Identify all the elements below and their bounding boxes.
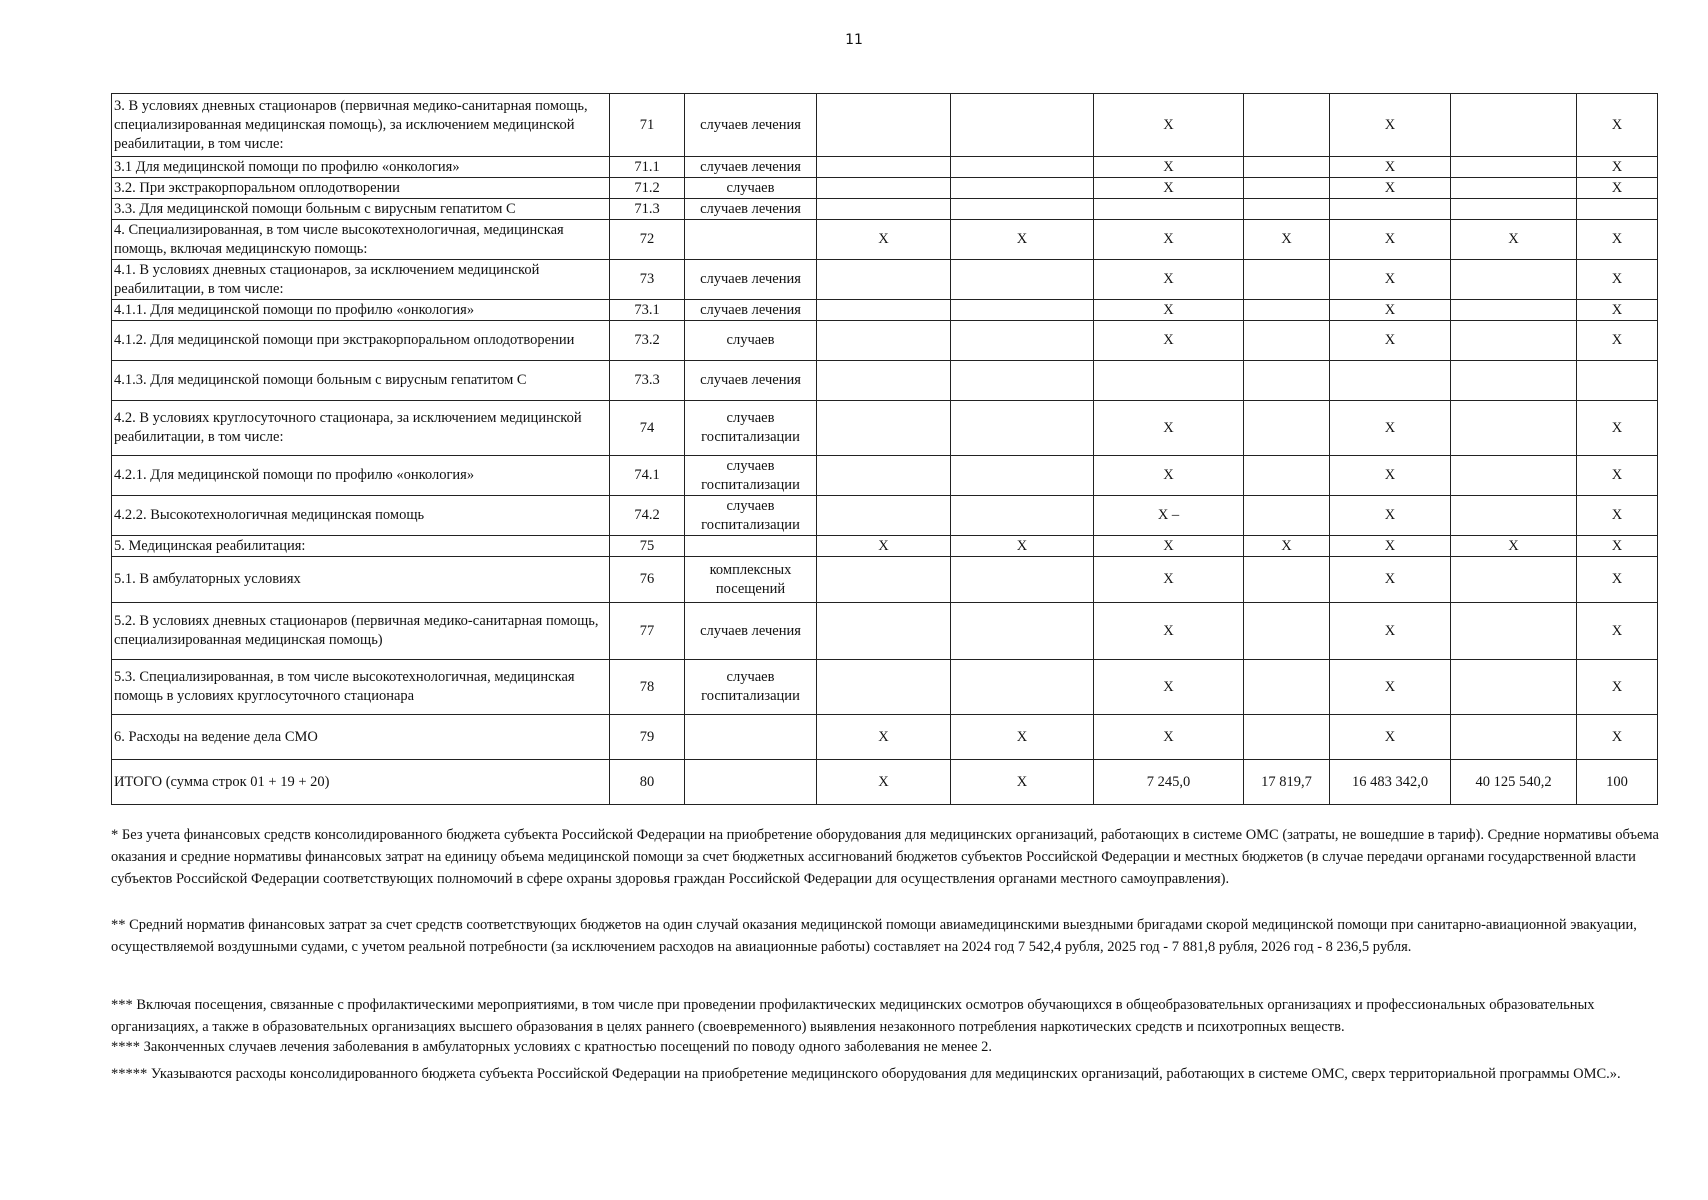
table-row xyxy=(112,456,1658,496)
cell-c4 xyxy=(1244,321,1330,361)
cell-c4 xyxy=(1244,401,1330,456)
cell-name: 5.1. В амбулаторных условиях xyxy=(112,557,610,603)
cell-c7: X xyxy=(1577,456,1658,496)
cell-c5: X xyxy=(1330,157,1451,178)
cell-unit: случаев лечения xyxy=(685,94,817,157)
cell-unit: комплексных посещений xyxy=(685,557,817,603)
cell-c3: X xyxy=(1094,220,1244,260)
cell-unit xyxy=(685,715,817,760)
cell-c5: X xyxy=(1330,496,1451,536)
cell-c4: 17 819,7 xyxy=(1244,760,1330,805)
cell-c6 xyxy=(1451,178,1577,199)
cell-c5: X xyxy=(1330,536,1451,557)
cell-c2 xyxy=(951,456,1094,496)
footnote-4: **** Законченных случаев лечения заболевания в амбулаторных условиях с кратностью посещений по поводу одного заболевания не менее 2. xyxy=(111,1039,993,1055)
cell-c1 xyxy=(817,321,951,361)
cell-c3: X xyxy=(1094,157,1244,178)
cell-code: 73.3 xyxy=(610,361,685,401)
cell-unit xyxy=(685,760,817,805)
table-row xyxy=(112,300,1658,321)
cell-name: 6. Расходы на ведение дела СМО xyxy=(112,715,610,760)
cell-c1 xyxy=(817,94,951,157)
cell-c3: 7 245,0 xyxy=(1094,760,1244,805)
cell-c3: X xyxy=(1094,321,1244,361)
cell-unit: случаев xyxy=(685,178,817,199)
table-row xyxy=(112,660,1658,715)
cell-c7: X xyxy=(1577,603,1658,660)
cell-c7: X xyxy=(1577,536,1658,557)
cell-c3 xyxy=(1094,199,1244,220)
cell-c5: X xyxy=(1330,300,1451,321)
cell-code: 74 xyxy=(610,401,685,456)
cell-c4: X xyxy=(1244,220,1330,260)
cell-c4: X xyxy=(1244,536,1330,557)
cell-name: 5.3. Специализированная, в том числе высокотехнологичная, медицинская помощь в условиях круглосуточного стационара xyxy=(112,660,610,715)
table-row xyxy=(112,199,1658,220)
table-row xyxy=(112,321,1658,361)
cell-c2: X xyxy=(951,760,1094,805)
table-row xyxy=(112,157,1658,178)
cell-name: 4.1.2. Для медицинской помощи при экстракорпоральном оплодотворении xyxy=(112,321,610,361)
cell-c2 xyxy=(951,94,1094,157)
table-row xyxy=(112,94,1658,157)
cell-c3: X xyxy=(1094,260,1244,300)
cell-c1 xyxy=(817,178,951,199)
cell-code: 77 xyxy=(610,603,685,660)
cell-c6 xyxy=(1451,603,1577,660)
cell-c2 xyxy=(951,557,1094,603)
cell-code: 71 xyxy=(610,94,685,157)
financing-table xyxy=(111,93,1658,805)
cell-c5: X xyxy=(1330,178,1451,199)
cell-c4 xyxy=(1244,496,1330,536)
cell-c3: X xyxy=(1094,94,1244,157)
cell-c2: X xyxy=(951,715,1094,760)
cell-name: 3.3. Для медицинской помощи больным с вирусным гепатитом С xyxy=(112,199,610,220)
cell-name: 5.2. В условиях дневных стационаров (первичная медико-санитарная помощь, специализированная медицинская помощь) xyxy=(112,603,610,660)
cell-c2 xyxy=(951,300,1094,321)
cell-name: 5. Медицинская реабилитация: xyxy=(112,536,610,557)
cell-c4 xyxy=(1244,715,1330,760)
cell-c4 xyxy=(1244,300,1330,321)
cell-c1: X xyxy=(817,536,951,557)
cell-c3: X xyxy=(1094,456,1244,496)
cell-c5: X xyxy=(1330,715,1451,760)
table-row xyxy=(112,260,1658,300)
cell-c4 xyxy=(1244,260,1330,300)
cell-c3: X xyxy=(1094,300,1244,321)
cell-c1 xyxy=(817,361,951,401)
cell-c1 xyxy=(817,260,951,300)
table-row xyxy=(112,496,1658,536)
table-row xyxy=(112,178,1658,199)
cell-c4 xyxy=(1244,178,1330,199)
cell-c1 xyxy=(817,660,951,715)
cell-code: 73 xyxy=(610,260,685,300)
cell-code: 78 xyxy=(610,660,685,715)
footnote-3: *** Включая посещения, связанные с профилактическими мероприятиями, в том числе при проведении профилактических медицинских осмотров обучающихся в общеобразовательных организациях и профессиональных образовательных организациях, а также в образовательных организациях высшего образования в целях раннего (своевременного) выявления незаконного потребления наркотических средств и психотропных веществ. xyxy=(111,997,1595,1035)
cell-c6 xyxy=(1451,300,1577,321)
cell-c4 xyxy=(1244,157,1330,178)
cell-c3 xyxy=(1094,361,1244,401)
cell-code: 74.1 xyxy=(610,456,685,496)
cell-c7: X xyxy=(1577,220,1658,260)
cell-c4 xyxy=(1244,94,1330,157)
cell-c6 xyxy=(1451,260,1577,300)
cell-unit: случаев госпитализации xyxy=(685,401,817,456)
cell-c6: X xyxy=(1451,220,1577,260)
cell-c1: X xyxy=(817,220,951,260)
cell-code: 74.2 xyxy=(610,496,685,536)
cell-c6 xyxy=(1451,199,1577,220)
cell-c1 xyxy=(817,496,951,536)
cell-c1: X xyxy=(817,715,951,760)
cell-c7: X xyxy=(1577,401,1658,456)
cell-c2 xyxy=(951,401,1094,456)
cell-c3: X xyxy=(1094,401,1244,456)
cell-c4 xyxy=(1244,361,1330,401)
cell-c7: X xyxy=(1577,496,1658,536)
cell-c3: X – xyxy=(1094,496,1244,536)
cell-c7: X xyxy=(1577,157,1658,178)
cell-c2 xyxy=(951,178,1094,199)
cell-c7: X xyxy=(1577,300,1658,321)
cell-unit: случаев госпитализации xyxy=(685,456,817,496)
cell-c7: X xyxy=(1577,94,1658,157)
cell-unit: случаев лечения xyxy=(685,157,817,178)
cell-c6 xyxy=(1451,496,1577,536)
cell-code: 73.1 xyxy=(610,300,685,321)
cell-c7: X xyxy=(1577,715,1658,760)
cell-unit: случаев госпитализации xyxy=(685,496,817,536)
cell-name: 3.1 Для медицинской помощи по профилю «онкология» xyxy=(112,157,610,178)
cell-c5: X xyxy=(1330,260,1451,300)
table-row xyxy=(112,220,1658,260)
cell-c3: X xyxy=(1094,178,1244,199)
cell-c3: X xyxy=(1094,603,1244,660)
cell-code: 80 xyxy=(610,760,685,805)
table-row xyxy=(112,401,1658,456)
cell-c2 xyxy=(951,157,1094,178)
cell-c6: X xyxy=(1451,536,1577,557)
cell-c3: X xyxy=(1094,536,1244,557)
cell-name: 4.2.2. Высокотехнологичная медицинская помощь xyxy=(112,496,610,536)
cell-c2 xyxy=(951,361,1094,401)
cell-c1 xyxy=(817,300,951,321)
cell-code: 73.2 xyxy=(610,321,685,361)
cell-c1 xyxy=(817,199,951,220)
cell-c7: 100 xyxy=(1577,760,1658,805)
cell-c3: X xyxy=(1094,715,1244,760)
cell-code: 71.2 xyxy=(610,178,685,199)
cell-c6 xyxy=(1451,715,1577,760)
cell-c7: X xyxy=(1577,260,1658,300)
cell-c6 xyxy=(1451,94,1577,157)
cell-c6 xyxy=(1451,361,1577,401)
cell-c2 xyxy=(951,199,1094,220)
cell-code: 72 xyxy=(610,220,685,260)
cell-unit: случаев лечения xyxy=(685,260,817,300)
cell-c6 xyxy=(1451,157,1577,178)
cell-c4 xyxy=(1244,557,1330,603)
cell-unit: случаев лечения xyxy=(685,300,817,321)
cell-c5: X xyxy=(1330,603,1451,660)
cell-c7: X xyxy=(1577,321,1658,361)
cell-name: 4.1.1. Для медицинской помощи по профилю «онкология» xyxy=(112,300,610,321)
cell-c5: X xyxy=(1330,557,1451,603)
cell-c7: X xyxy=(1577,557,1658,603)
cell-c5: X xyxy=(1330,321,1451,361)
cell-name: 4. Специализированная, в том числе высокотехнологичная, медицинская помощь, включая медицинскую помощь: xyxy=(112,220,610,260)
cell-name: 3.2. При экстракорпоральном оплодотворении xyxy=(112,178,610,199)
cell-code: 79 xyxy=(610,715,685,760)
cell-c1 xyxy=(817,157,951,178)
cell-unit: случаев госпитализации xyxy=(685,660,817,715)
cell-c5 xyxy=(1330,361,1451,401)
cell-c5: X xyxy=(1330,220,1451,260)
cell-c2 xyxy=(951,660,1094,715)
table-row xyxy=(112,603,1658,660)
table-row xyxy=(112,361,1658,401)
cell-unit: случаев лечения xyxy=(685,361,817,401)
table-body xyxy=(112,94,1658,805)
cell-unit: случаев лечения xyxy=(685,603,817,660)
cell-code: 71.1 xyxy=(610,157,685,178)
cell-code: 71.3 xyxy=(610,199,685,220)
cell-c7 xyxy=(1577,199,1658,220)
cell-c4 xyxy=(1244,660,1330,715)
cell-c2 xyxy=(951,496,1094,536)
cell-unit xyxy=(685,536,817,557)
cell-c1 xyxy=(817,557,951,603)
cell-c2 xyxy=(951,321,1094,361)
table-row xyxy=(112,557,1658,603)
cell-c4 xyxy=(1244,456,1330,496)
cell-c5: X xyxy=(1330,456,1451,496)
cell-c1 xyxy=(817,456,951,496)
footnote-1: * Без учета финансовых средств консолидированного бюджета субъекта Российской Федерации на приобретение оборудования для медицинских организаций, работающих в системе ОМС (затраты, не вошедшие в тариф). Средние нормативы объема оказания и средние нормативы финансовых затрат на единицу объема медицинской помощи за счет бюджетных ассигнований бюджетов субъектов Российской Федерации и местных бюджетов (в случае передачи органами государственной власти субъектов Российской Федерации соответствующих полномочий в сфере охраны здоровья граждан Российской Федерации для осуществления органами местного самоуправления). xyxy=(111,827,1659,887)
cell-c7 xyxy=(1577,361,1658,401)
cell-c5 xyxy=(1330,199,1451,220)
cell-c3: X xyxy=(1094,660,1244,715)
cell-name: 4.2. В условиях круглосуточного стационара, за исключением медицинской реабилитации, в том числе: xyxy=(112,401,610,456)
cell-code: 75 xyxy=(610,536,685,557)
cell-c6 xyxy=(1451,456,1577,496)
cell-c4 xyxy=(1244,603,1330,660)
page-number: 11 xyxy=(845,32,863,48)
cell-unit xyxy=(685,220,817,260)
cell-c2 xyxy=(951,603,1094,660)
cell-c2 xyxy=(951,260,1094,300)
table-row xyxy=(112,715,1658,760)
cell-name: ИТОГО (сумма строк 01 + 19 + 20) xyxy=(112,760,610,805)
cell-unit: случаев лечения xyxy=(685,199,817,220)
footnote-5: ***** Указываются расходы консолидированного бюджета субъекта Российской Федерации на приобретение медицинского оборудования для медицинских организаций, работающих в системе ОМС, сверх территориальной программы ОМС.». xyxy=(111,1066,1621,1082)
cell-c6: 40 125 540,2 xyxy=(1451,760,1577,805)
cell-c5: X xyxy=(1330,660,1451,715)
cell-c6 xyxy=(1451,321,1577,361)
cell-c1 xyxy=(817,401,951,456)
table-row xyxy=(112,760,1658,805)
cell-code: 76 xyxy=(610,557,685,603)
cell-c1: X xyxy=(817,760,951,805)
cell-c7: X xyxy=(1577,660,1658,715)
cell-c5: X xyxy=(1330,401,1451,456)
cell-name: 4.2.1. Для медицинской помощи по профилю «онкология» xyxy=(112,456,610,496)
cell-c4 xyxy=(1244,199,1330,220)
cell-name: 4.1. В условиях дневных стационаров, за исключением медицинской реабилитации, в том числе: xyxy=(112,260,610,300)
cell-unit: случаев xyxy=(685,321,817,361)
cell-c6 xyxy=(1451,660,1577,715)
cell-name: 4.1.3. Для медицинской помощи больным с вирусным гепатитом С xyxy=(112,361,610,401)
cell-c6 xyxy=(1451,557,1577,603)
cell-c5: X xyxy=(1330,94,1451,157)
cell-c2: X xyxy=(951,536,1094,557)
cell-c3: X xyxy=(1094,557,1244,603)
cell-c2: X xyxy=(951,220,1094,260)
cell-c6 xyxy=(1451,401,1577,456)
cell-c7: X xyxy=(1577,178,1658,199)
cell-c1 xyxy=(817,603,951,660)
cell-c5: 16 483 342,0 xyxy=(1330,760,1451,805)
cell-name: 3. В условиях дневных стационаров (первичная медико-санитарная помощь, специализированная медицинская помощь), за исключением медицинской реабилитации, в том числе: xyxy=(112,94,610,157)
table-row xyxy=(112,536,1658,557)
footnote-2: ** Средний норматив финансовых затрат за счет средств соответствующих бюджетов на один случай оказания медицинской помощи авиамедицинскими выездными бригадами скорой медицинской помощи при санитарно-авиационной эвакуации, осуществляемой воздушными судами, с учетом реальной потребности (за исключением расходов на авиационные работы) составляет на 2024 год 7 542,4 рубля, 2025 год - 7 881,8 рубля, 2026 год - 8 236,5 рубля. xyxy=(111,917,1637,955)
